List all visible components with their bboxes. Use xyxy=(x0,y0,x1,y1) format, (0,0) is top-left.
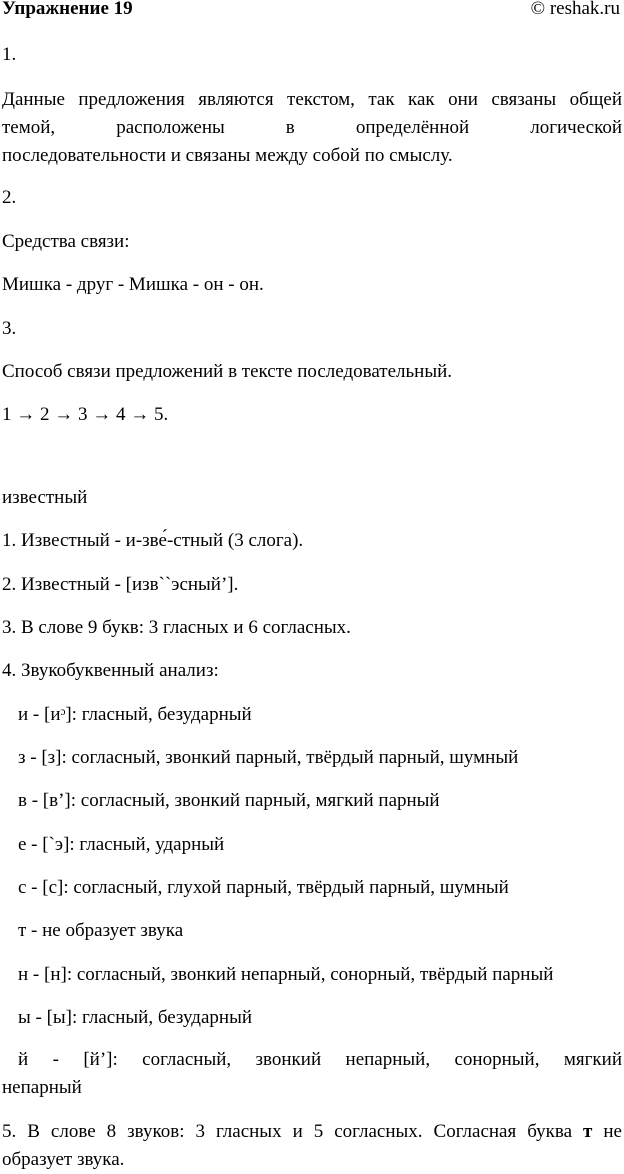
section-3-number: 3. xyxy=(2,318,17,339)
letter-analysis-row: ы - [ы]: гласный, безударный xyxy=(18,1007,253,1028)
summary-bold-letter: т xyxy=(583,1121,593,1142)
summary-line-1 xyxy=(2,1118,622,1146)
paragraph-line: последовательности и связаны между собой по смыслу. xyxy=(2,145,453,166)
analysis-summary xyxy=(2,1118,622,1174)
watermark: © reshak.ru xyxy=(530,0,620,19)
summary-line-2: образует звука. xyxy=(2,1149,125,1170)
page-title: Упражнение 19 xyxy=(2,0,133,19)
page-header xyxy=(0,0,624,24)
section-3-text: Способ связи предложений в тексте последовательный. xyxy=(2,361,453,382)
letter-analysis-row: в - [в’]: согласный, звонкий парный, мягкий парный xyxy=(18,790,440,811)
letter-analysis-row-cont: непарный xyxy=(2,1077,82,1098)
section-2-label: Средства связи: xyxy=(2,231,130,252)
paragraph-line: темой, расположены в определённой логической xyxy=(2,117,622,138)
letter-analysis-row: с - [с]: согласный, глухой парный, твёрдый парный, шумный xyxy=(18,877,509,898)
letter-analysis-row: и - [иᵓ]: гласный, безударный xyxy=(18,704,252,725)
analysis-item-4: 4. Звукобуквенный анализ: xyxy=(2,660,219,681)
section-2-number: 2. xyxy=(2,187,17,208)
letter-analysis-row: н - [н]: согласный, звонкий непарный, сонорный, твёрдый парный xyxy=(18,964,554,985)
section-2-chain: Мишка - друг - Мишка - он - он. xyxy=(2,274,264,295)
analysis-item-1: 1. Известный - и-зве́-стный (3 слога). xyxy=(2,530,304,551)
letter-analysis-last xyxy=(2,1046,622,1102)
letter-analysis-row: й - [й’]: согласный, звонкий непарный, сонорный, мягкий xyxy=(18,1049,622,1070)
analysis-word: известный xyxy=(2,487,88,508)
section-1-number: 1. xyxy=(2,44,17,65)
letter-analysis-row: з - [з]: согласный, звонкий парный, твёрдый парный, шумный xyxy=(18,747,519,768)
letter-analysis-row: т - не образует звука xyxy=(18,920,184,941)
paragraph-line: Данные предложения являются текстом, так как они связаны общей xyxy=(2,89,622,110)
summary-text: 5. В слове 8 звуков: 3 гласных и 5 согласных. Согласная буква xyxy=(2,1121,584,1142)
section-3-sequence: 1 → 2 → 3 → 4 → 5. xyxy=(2,404,169,425)
summary-text-end: не xyxy=(592,1121,622,1142)
analysis-item-3: 3. В слове 9 букв: 3 гласных и 6 согласных. xyxy=(2,617,351,638)
section-1-paragraph xyxy=(2,86,622,170)
analysis-item-2: 2. Известный - [изв``эсный’]. xyxy=(2,574,239,595)
letter-analysis-row: е - [`э]: гласный, ударный xyxy=(18,834,225,855)
